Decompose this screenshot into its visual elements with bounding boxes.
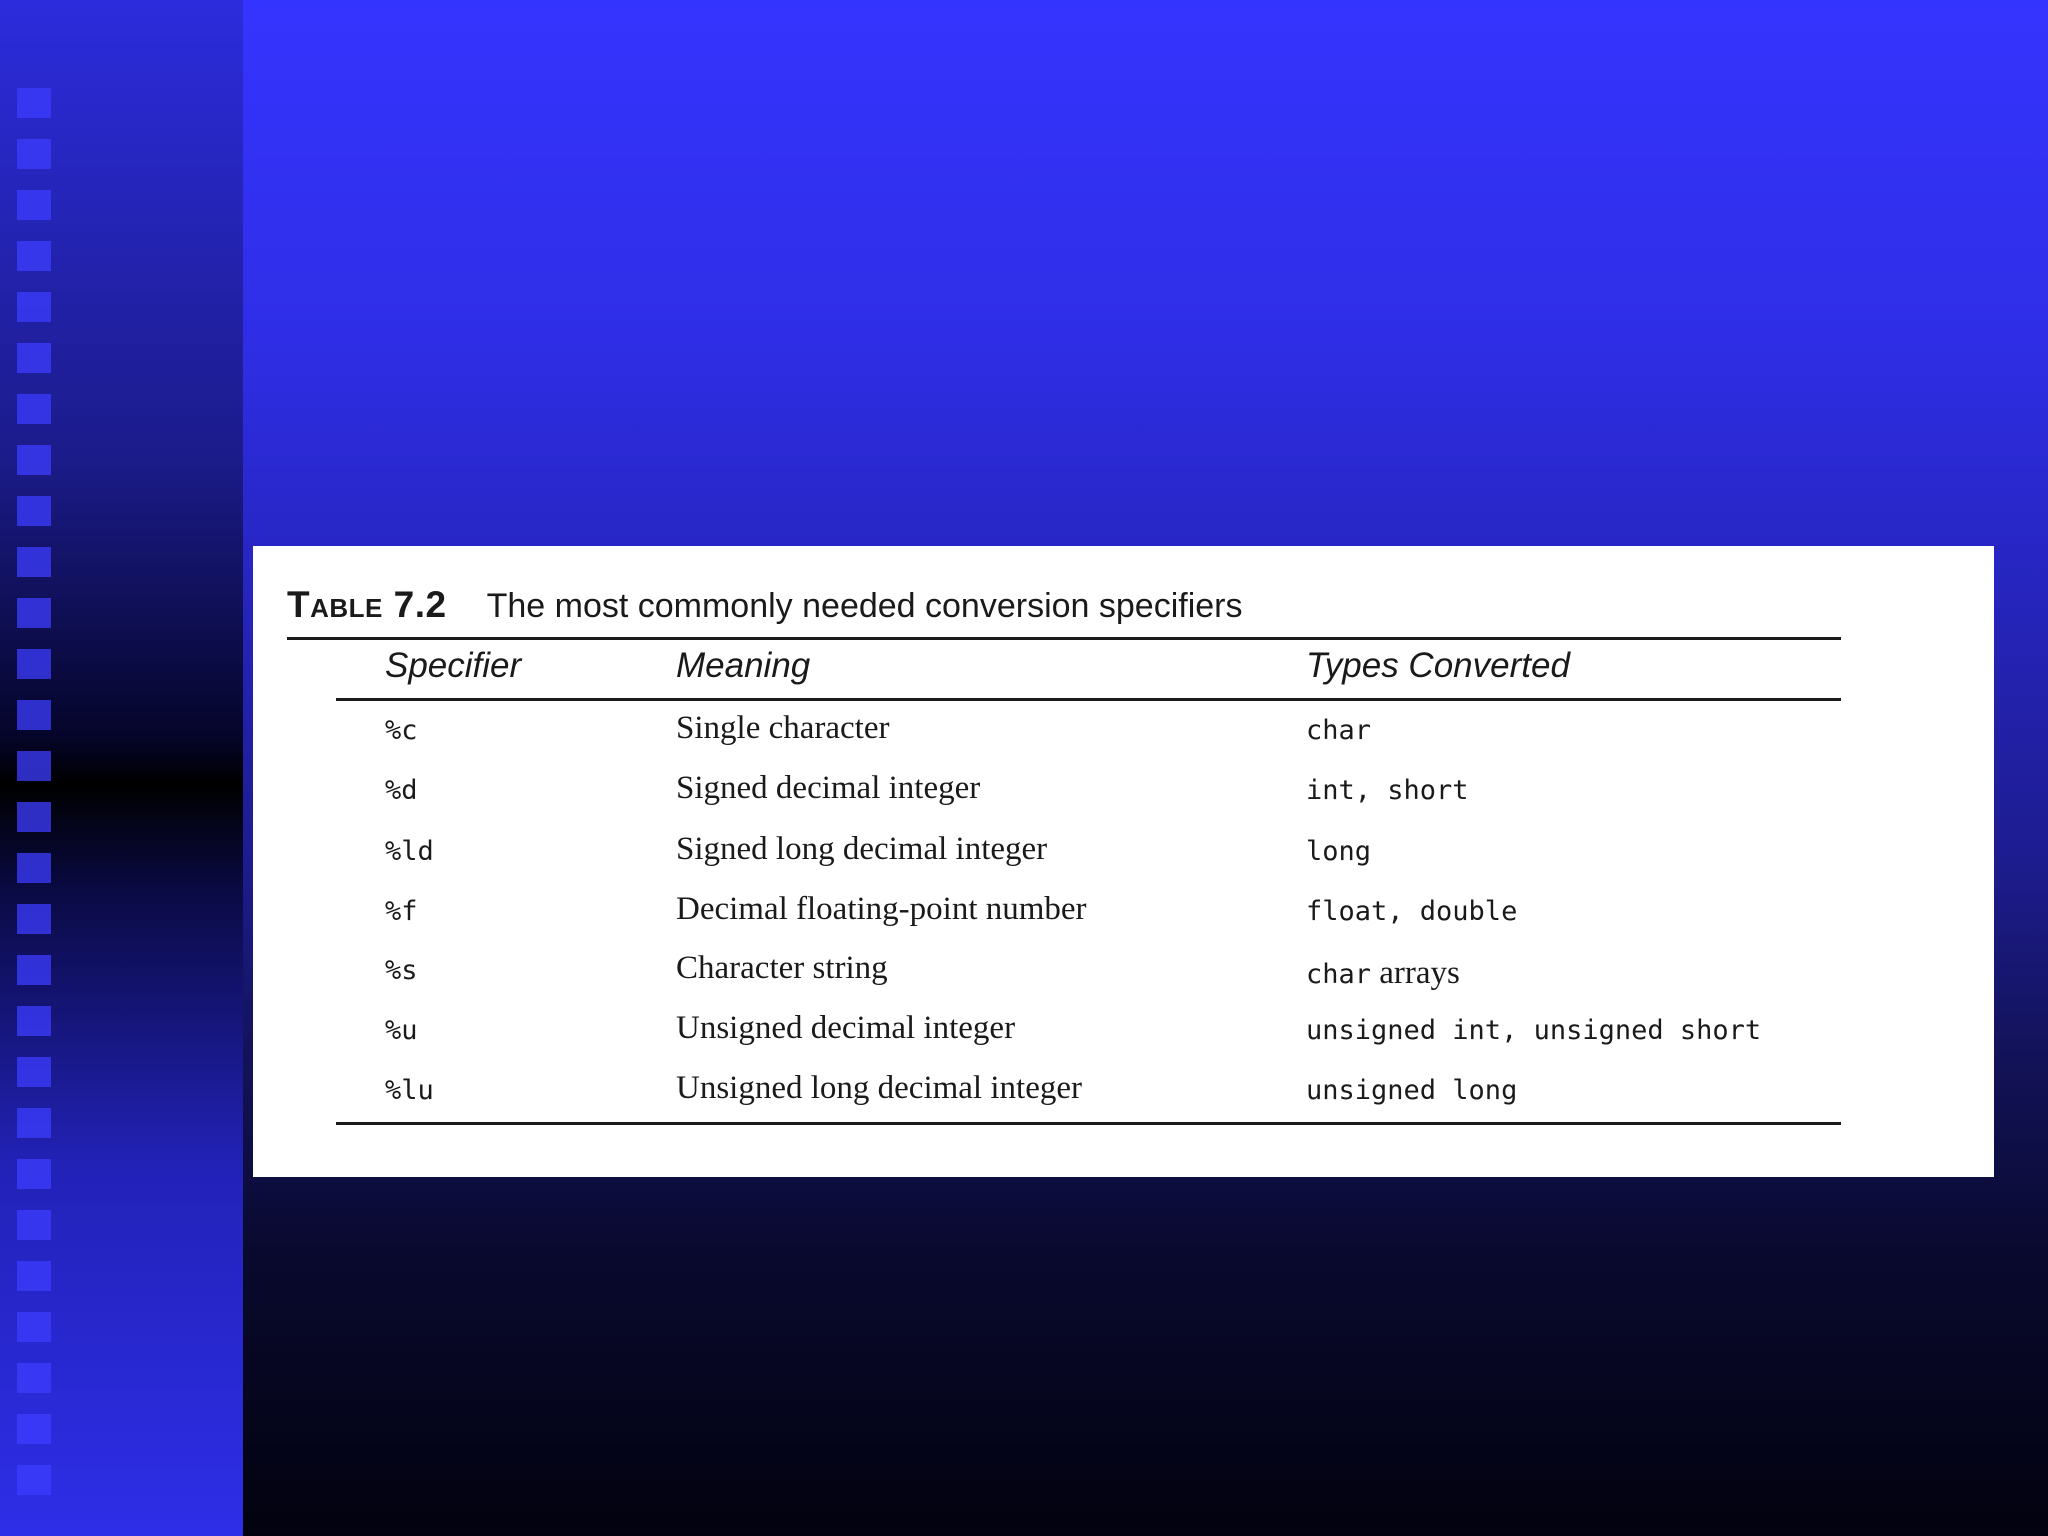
row-2-specifier: %ld	[385, 836, 434, 867]
table-caption	[287, 584, 1243, 626]
table-title: The most commonly needed conversion specifiers	[486, 587, 1243, 625]
row-3-specifier: %f	[385, 896, 418, 927]
row-6-specifier: %lu	[385, 1075, 434, 1106]
header-rule	[336, 698, 1841, 701]
row-1-meaning: Signed decimal integer	[676, 770, 981, 806]
row-3-meaning: Decimal floating-point number	[676, 891, 1087, 927]
row-5-meaning: Unsigned decimal integer	[676, 1010, 1016, 1046]
row-4-meaning: Character string	[676, 950, 888, 986]
row-0-specifier: %c	[385, 715, 418, 746]
table-figure	[253, 546, 1994, 1177]
header-specifier: Specifier	[385, 646, 522, 685]
row-5-specifier: %u	[385, 1015, 418, 1046]
row-4-types-code: char	[1306, 959, 1372, 990]
row-4-types-text: arrays	[1371, 955, 1460, 991]
bottom-rule	[336, 1122, 1841, 1125]
table-number: Table 7.2	[287, 584, 447, 625]
row-3-types: float, double	[1306, 896, 1518, 927]
row-4-types	[1306, 955, 1460, 992]
header-types-converted: Types Converted	[1306, 646, 1570, 685]
row-2-types: long	[1306, 836, 1372, 867]
row-5-types: unsigned int, unsigned short	[1306, 1015, 1762, 1046]
row-4-specifier: %s	[385, 955, 418, 986]
row-6-meaning: Unsigned long decimal integer	[676, 1070, 1082, 1106]
row-2-meaning: Signed long decimal integer	[676, 831, 1048, 867]
slide-side-bar	[0, 0, 243, 1536]
row-0-meaning: Single character	[676, 710, 890, 746]
row-0-types: char	[1306, 715, 1372, 746]
header-meaning: Meaning	[676, 646, 811, 685]
top-rule	[287, 637, 1841, 640]
decorative-square-column	[17, 88, 51, 1508]
row-1-types: int, short	[1306, 775, 1469, 806]
row-1-specifier: %d	[385, 775, 418, 806]
row-6-types: unsigned long	[1306, 1075, 1518, 1106]
